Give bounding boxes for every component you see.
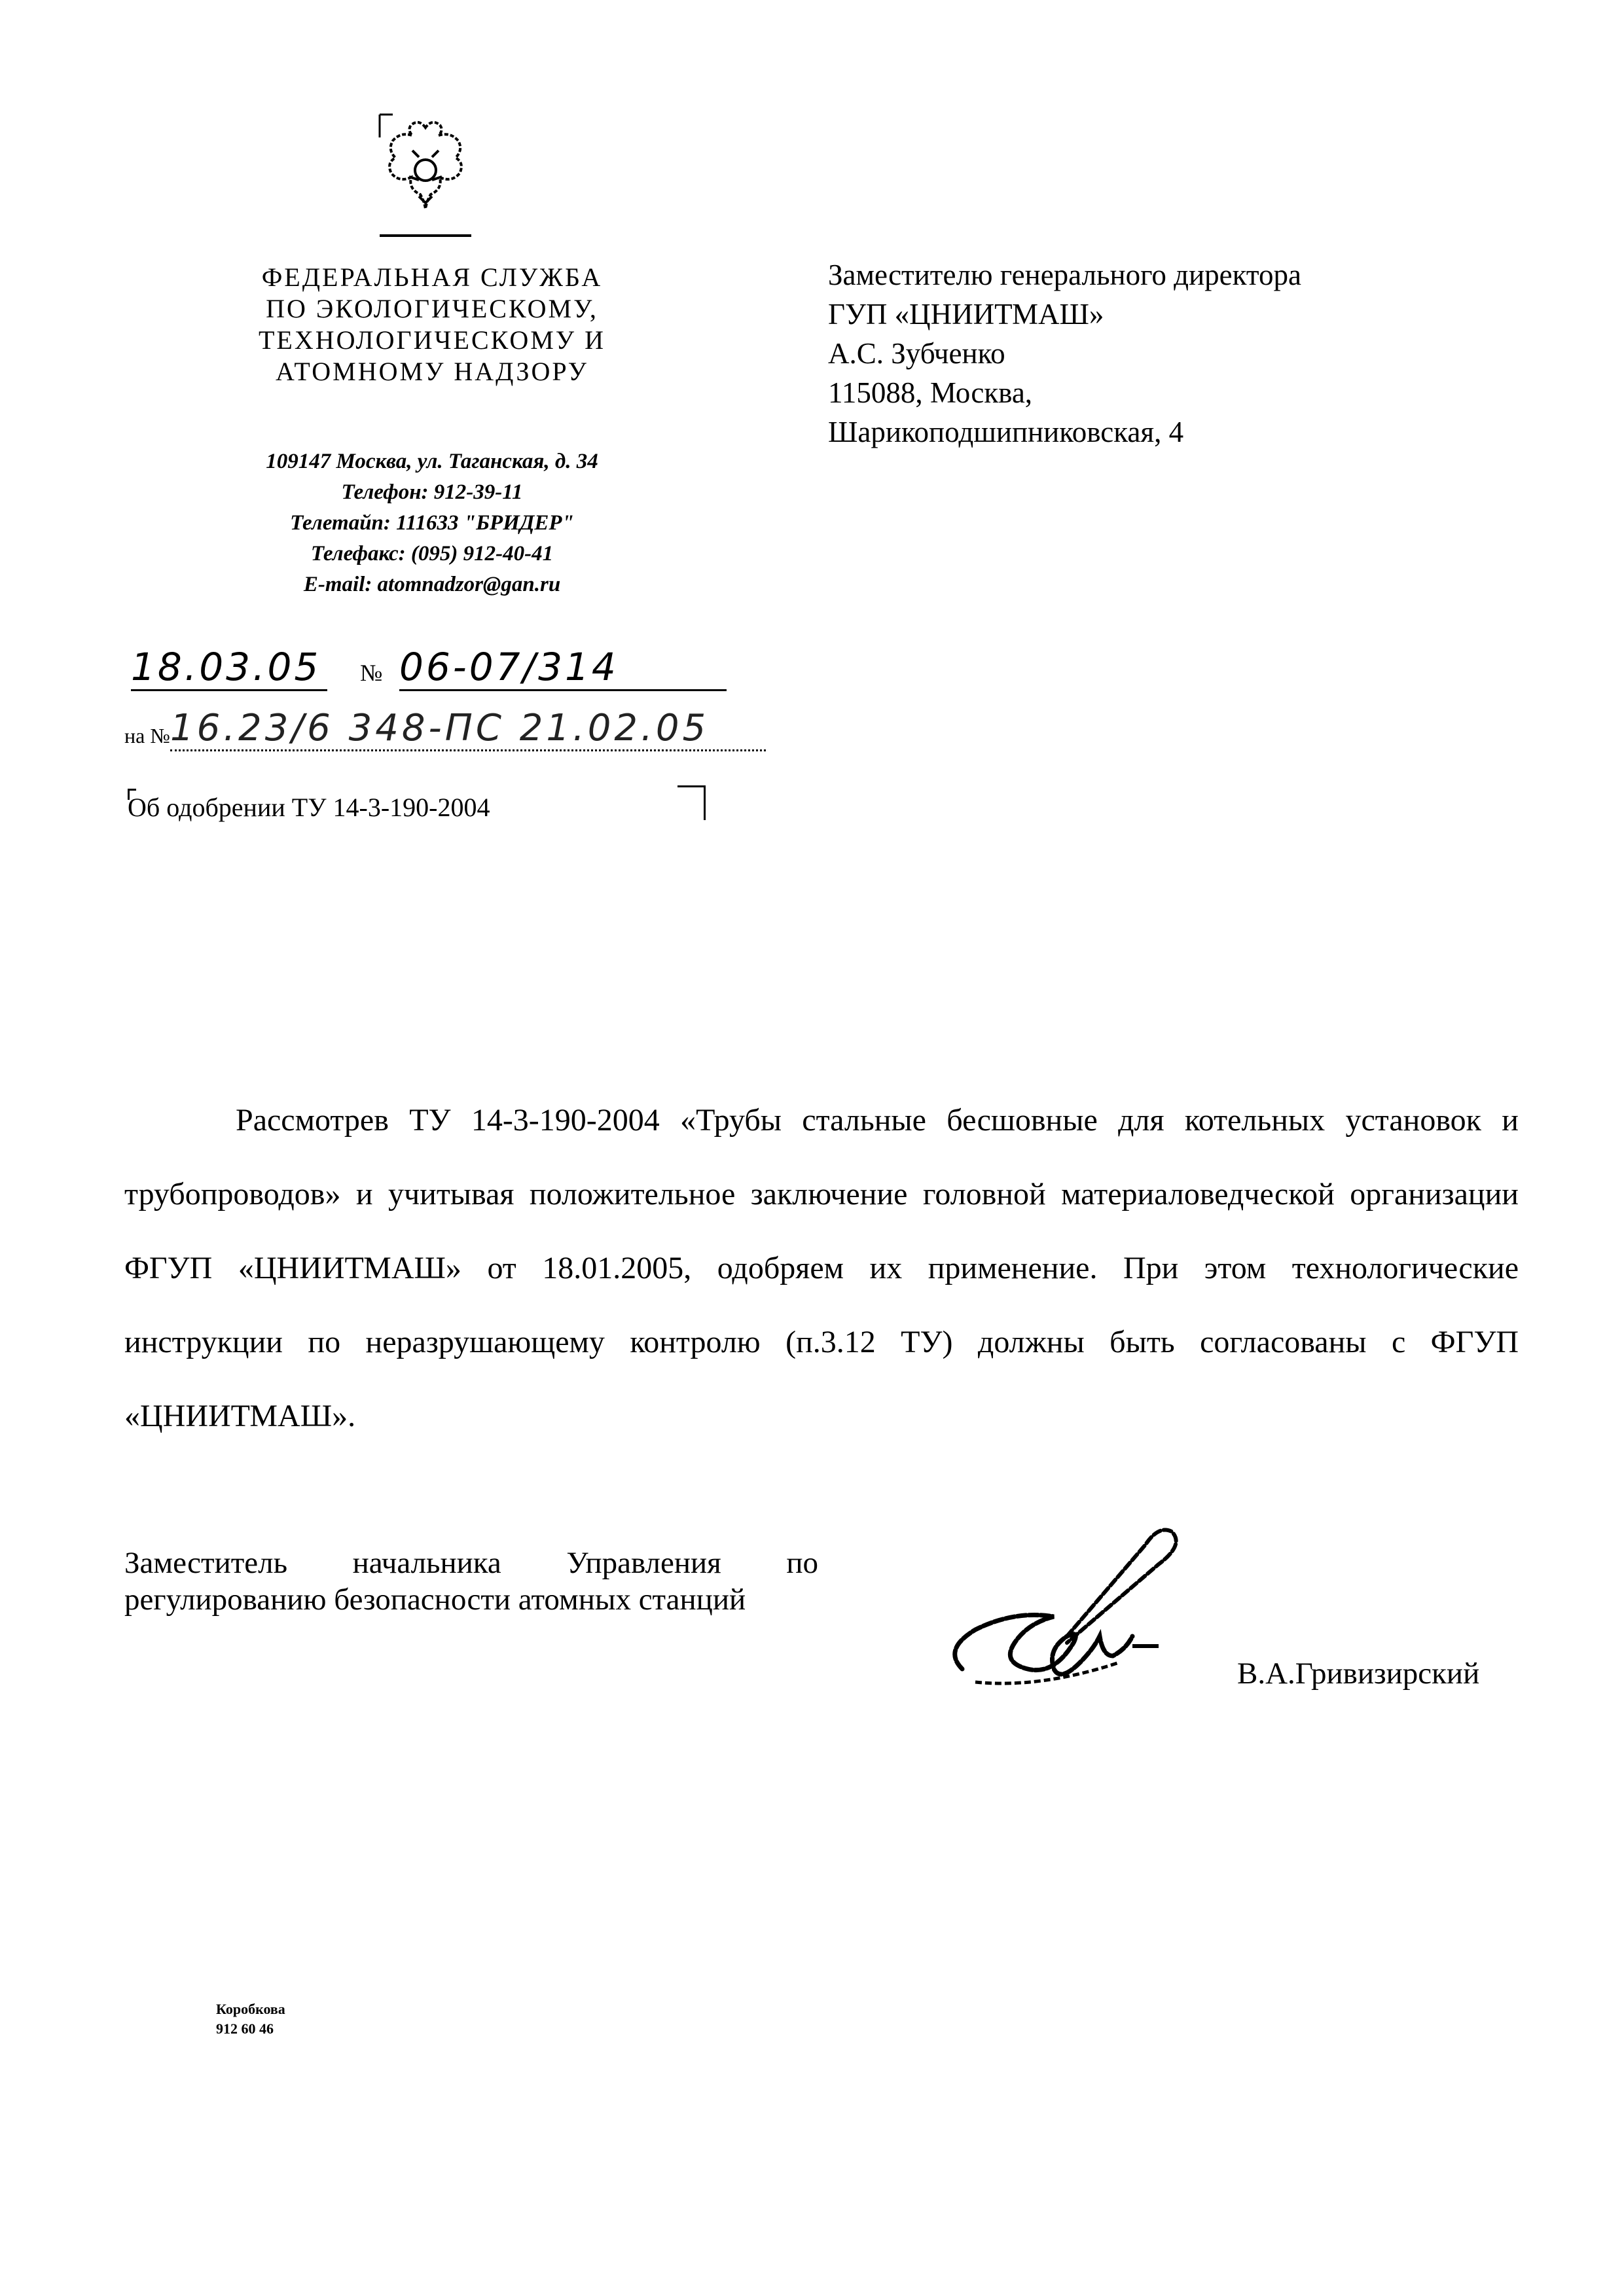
agency-phone: Телефон: 912-39-11 [341, 480, 523, 504]
reference-value: 16.23/6 348-ПС 21.02.05 [170, 707, 766, 751]
agency-line: ФЕДЕРАЛЬНАЯ СЛУЖБА [261, 262, 603, 292]
executor-info [216, 2000, 285, 2039]
subject-line [128, 782, 749, 828]
agency-line: ТЕХНОЛОГИЧЕСКОМУ И [258, 325, 605, 355]
agency-name [196, 262, 668, 387]
signer-position: Заместитель начальника Управления по регулированию безопасности атомных станций [124, 1546, 818, 1617]
agency-teletype: Телетайп: 111633 "БРИДЕР" [290, 511, 574, 535]
double-headed-eagle-icon [367, 111, 484, 242]
recipient-name: А.С. Зубченко [828, 337, 1005, 370]
registration-date: 18.03.05 [131, 645, 327, 691]
reference-label: на № [124, 724, 170, 747]
recipient-city: 115088, Москва, [828, 376, 1033, 409]
recipient-position: Заместителю генерального директора [828, 259, 1301, 291]
agency-line: ПО ЭКОЛОГИЧЕСКОМУ, [266, 294, 598, 323]
agency-fax: Телефакс: (095) 912-40-41 [310, 542, 554, 565]
recipient-street: Шарикоподшипниковская, 4 [828, 416, 1184, 448]
registration-line [124, 645, 753, 691]
signature-icon [936, 1505, 1204, 1721]
agency-address: 109147 Москва, ул. Таганская, д. 34 [266, 450, 598, 473]
agency-email: E-mail: atomnadzor@gan.ru [303, 573, 561, 596]
coat-of-arms-emblem [367, 111, 484, 242]
registration-number-label: № [360, 660, 383, 686]
registration-number: 06-07/314 [399, 645, 727, 691]
recipient-block [828, 255, 1548, 452]
letter-body: Рассмотрев ТУ 14-3-190-2004 «Трубы стальные бесшовные для котельных установок и трубопроводов» и учитывая положительное заключение головной материаловедческой организации ФГУП «ЦНИИТМАШ» от 18.01.2005, одобряем их применение. При этом технологические инструкции по неразрушающему контролю (п.3.12 ТУ) должны быть согласованы с ФГУП «ЦНИИТМАШ». [124, 1103, 1519, 1433]
signer-name: В.А.Гривизирский [1237, 1657, 1480, 1691]
subject-corner-mark-right [677, 785, 706, 820]
agency-contacts [164, 446, 700, 600]
executor-name: Коробкова [216, 2001, 285, 2017]
agency-line: АТОМНОМУ НАДЗОРУ [276, 357, 588, 386]
subject-text: Об одобрении ТУ 14-3-190-2004 [128, 793, 490, 822]
executor-phone: 912 60 46 [216, 2020, 274, 2037]
recipient-organization: ГУП «ЦНИИТМАШ» [828, 298, 1104, 331]
handwritten-signature [936, 1505, 1204, 1721]
reference-line [124, 707, 779, 753]
